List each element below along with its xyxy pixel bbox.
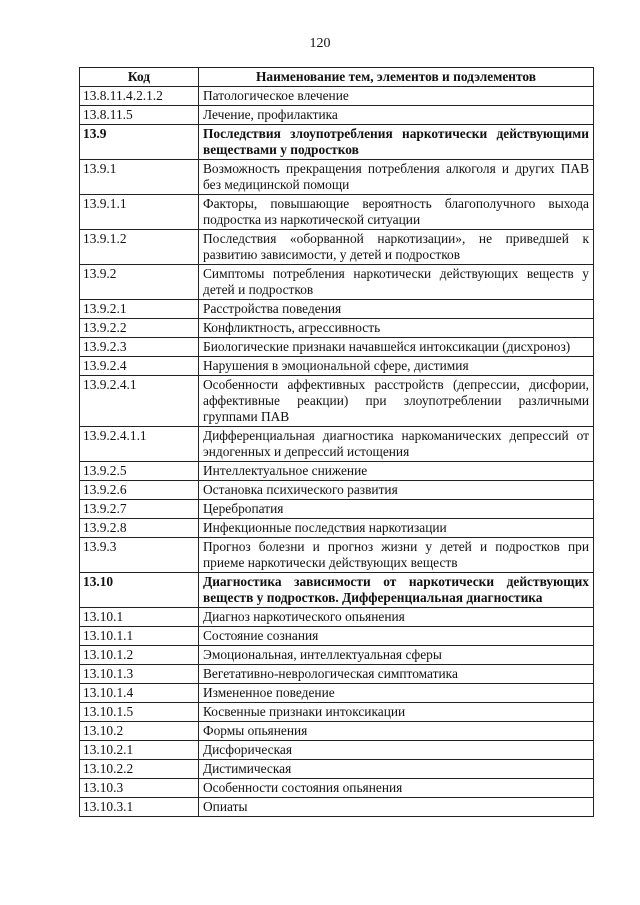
table-row	[80, 106, 594, 125]
table-row	[80, 760, 594, 779]
row-code: 13.9.2	[80, 265, 199, 300]
row-code: 13.9.2.8	[80, 519, 199, 538]
row-code: 13.10.1	[80, 608, 199, 627]
table-row	[80, 779, 594, 798]
table-row	[80, 481, 594, 500]
table-row	[80, 125, 594, 160]
row-name: Возможность прекращения потребления алкоголя и других ПАВ без медицинской помощи	[199, 160, 594, 195]
row-name: Опиаты	[199, 798, 594, 817]
table-row	[80, 462, 594, 481]
row-name: Прогноз болезни и прогноз жизни у детей и подростков при приеме наркотически действующих веществ	[199, 538, 594, 573]
row-name: Расстройства поведения	[199, 300, 594, 319]
row-name: Церебропатия	[199, 500, 594, 519]
table-row	[80, 230, 594, 265]
table-header-row	[80, 68, 594, 87]
row-code: 13.9.3	[80, 538, 199, 573]
row-name: Состояние сознания	[199, 627, 594, 646]
row-code: 13.9	[80, 125, 199, 160]
row-name: Инфекционные последствия наркотизации	[199, 519, 594, 538]
row-code: 13.9.2.4.1.1	[80, 427, 199, 462]
table-row	[80, 160, 594, 195]
table-row	[80, 722, 594, 741]
row-name: Биологические признаки начавшейся интоксикации (дисхроноз)	[199, 338, 594, 357]
row-name: Формы опьянения	[199, 722, 594, 741]
row-name: Конфликтность, агрессивность	[199, 319, 594, 338]
table-row	[80, 627, 594, 646]
table-row	[80, 608, 594, 627]
row-name: Эмоциональная, интеллектуальная сферы	[199, 646, 594, 665]
table-row	[80, 665, 594, 684]
row-name: Нарушения в эмоциональной сфере, дистимия	[199, 357, 594, 376]
table-row	[80, 195, 594, 230]
row-code: 13.10	[80, 573, 199, 608]
row-name: Факторы, повышающие вероятность благополучного выхода подростка из наркотической ситуации	[199, 195, 594, 230]
row-code: 13.10.3.1	[80, 798, 199, 817]
table-row	[80, 538, 594, 573]
row-name: Последствия злоупотребления наркотически действующими веществами у подростков	[199, 125, 594, 160]
table-row	[80, 684, 594, 703]
row-code: 13.10.2.1	[80, 741, 199, 760]
table-body	[80, 87, 594, 817]
topics-table	[79, 67, 594, 817]
table-row	[80, 357, 594, 376]
table-row	[80, 338, 594, 357]
row-code: 13.10.1.1	[80, 627, 199, 646]
table-row	[80, 427, 594, 462]
table-row	[80, 646, 594, 665]
row-code: 13.10.3	[80, 779, 199, 798]
header-name: Наименование тем, элементов и подэлементов	[199, 68, 594, 87]
row-code: 13.9.2.4.1	[80, 376, 199, 427]
row-name: Лечение, профилактика	[199, 106, 594, 125]
row-code: 13.9.2.3	[80, 338, 199, 357]
row-code: 13.9.1	[80, 160, 199, 195]
table-row	[80, 519, 594, 538]
row-code: 13.9.2.6	[80, 481, 199, 500]
row-code: 13.9.2.5	[80, 462, 199, 481]
row-code: 13.8.11.4.2.1.2	[80, 87, 199, 106]
row-name: Особенности аффективных расстройств (депрессии, дисфории, аффективные реакции) при злоупотреблении различными группами ПАВ	[199, 376, 594, 427]
table-row	[80, 319, 594, 338]
row-code: 13.10.1.3	[80, 665, 199, 684]
table-row	[80, 500, 594, 519]
table-row	[80, 265, 594, 300]
row-name: Дистимическая	[199, 760, 594, 779]
row-name: Последствия «оборванной наркотизации», не приведшей к развитию зависимости, у детей и подростков	[199, 230, 594, 265]
row-code: 13.8.11.5	[80, 106, 199, 125]
row-name: Остановка психического развития	[199, 481, 594, 500]
table-row	[80, 703, 594, 722]
row-code: 13.10.2.2	[80, 760, 199, 779]
row-name: Патологическое влечение	[199, 87, 594, 106]
row-code: 13.9.1.1	[80, 195, 199, 230]
table-row	[80, 798, 594, 817]
row-code: 13.10.1.2	[80, 646, 199, 665]
table-row	[80, 87, 594, 106]
row-code: 13.9.2.7	[80, 500, 199, 519]
page-number: 120	[309, 36, 331, 51]
row-code: 13.9.2.4	[80, 357, 199, 376]
row-code: 13.9.2.1	[80, 300, 199, 319]
table-row	[80, 376, 594, 427]
row-name: Диагностика зависимости от наркотически действующих веществ у подростков. Дифференциальная диагностика	[199, 573, 594, 608]
header-code: Код	[80, 68, 199, 87]
table-row	[80, 300, 594, 319]
row-name: Косвенные признаки интоксикации	[199, 703, 594, 722]
row-code: 13.9.2.2	[80, 319, 199, 338]
row-name: Симптомы потребления наркотически действующих веществ у детей и подростков	[199, 265, 594, 300]
row-code: 13.10.2	[80, 722, 199, 741]
row-name: Дисфорическая	[199, 741, 594, 760]
table-row	[80, 741, 594, 760]
row-name: Измененное поведение	[199, 684, 594, 703]
row-code: 13.10.1.5	[80, 703, 199, 722]
row-name: Диагноз наркотического опьянения	[199, 608, 594, 627]
row-name: Дифференциальная диагностика наркоманических депрессий от эндогенных и депрессий истощения	[199, 427, 594, 462]
row-code: 13.10.1.4	[80, 684, 199, 703]
row-name: Интеллектуальное снижение	[199, 462, 594, 481]
row-name: Вегетативно-неврологическая симптоматика	[199, 665, 594, 684]
row-name: Особенности состояния опьянения	[199, 779, 594, 798]
table-row	[80, 573, 594, 608]
row-code: 13.9.1.2	[80, 230, 199, 265]
